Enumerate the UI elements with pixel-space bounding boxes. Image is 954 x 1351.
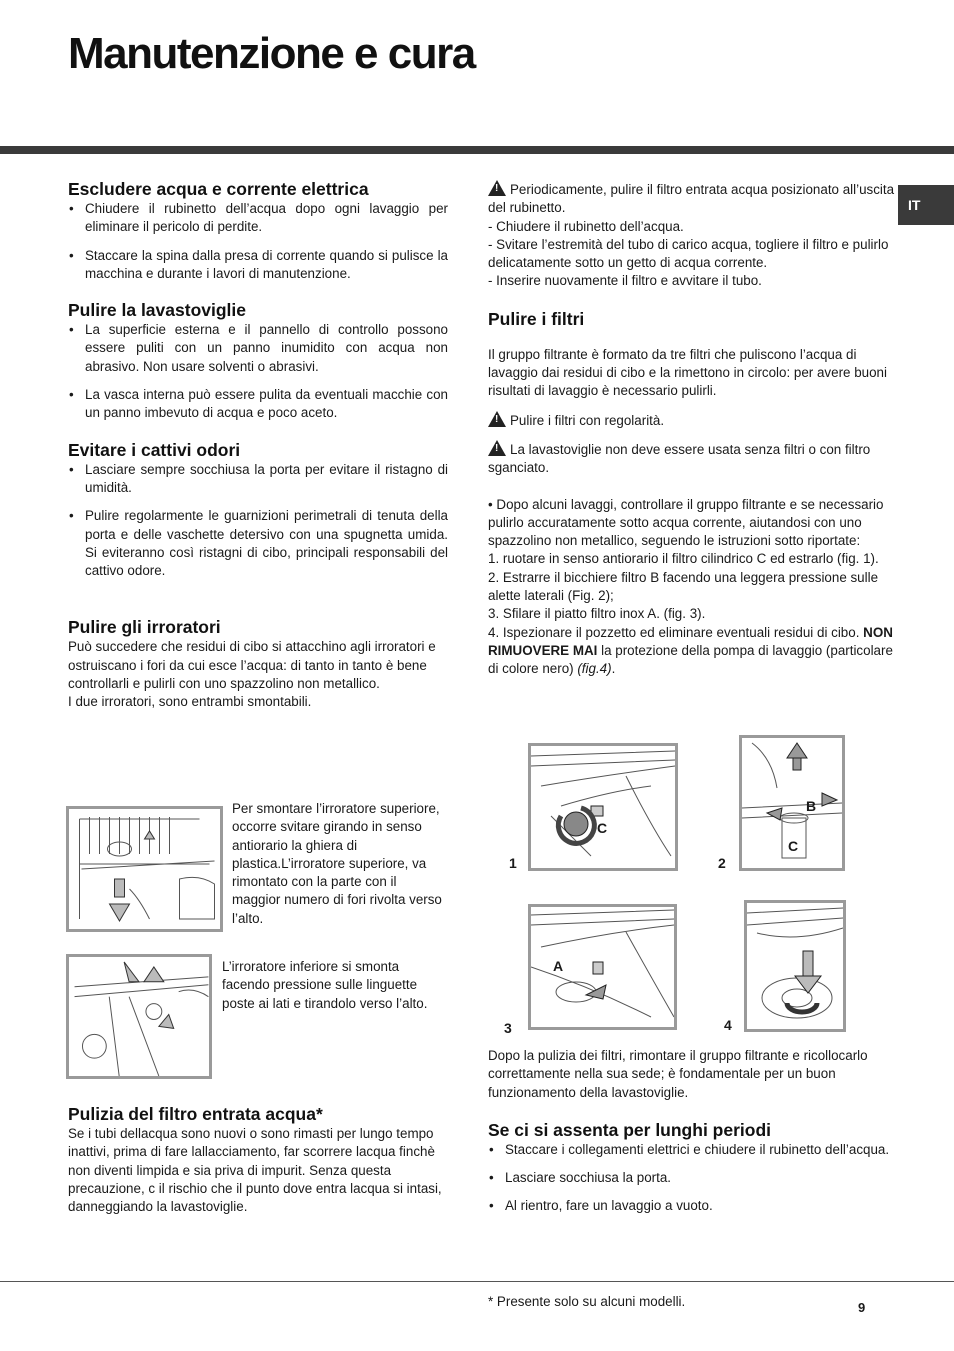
- filter-figure-1: [528, 743, 678, 871]
- list-item: • Staccare la spina dalla presa di corrente quando si pulisce la macchina e durante i lavori di manutenzione.: [68, 247, 448, 284]
- filtri-step: 3. Sfilare il piatto filtro inox A. (fig. 3).: [488, 606, 706, 622]
- heading-assenza: Se ci si assenta per lunghi periodi: [488, 1119, 771, 1140]
- list-escludere: [68, 200, 448, 283]
- page-title: Manutenzione e cura: [68, 29, 475, 78]
- figure-label-b: B: [806, 798, 817, 814]
- list-item: • La superficie esterna e il pannello di controllo possono essere puliti con un panno inumidito con acqua non abrasivo. Non usare solventi o abrasivi.: [68, 321, 448, 376]
- heading-filtro-entrata: Pulizia del filtro entrata acqua*: [68, 1104, 323, 1124]
- warning-text: La lavastoviglie non deve essere usata senza filtri o con filtro sganciato.: [488, 441, 871, 476]
- list-item: • Chiudere il rubinetto dell’acqua dopo ogni lavaggio per eliminare il pericolo di perdite.: [68, 200, 448, 237]
- step4-end: .: [611, 661, 616, 677]
- figure-number-4: 4: [724, 1017, 732, 1033]
- lower-sprayer-illustration: [66, 954, 212, 1079]
- figure-label-a: A: [553, 958, 564, 974]
- warning-icon: [488, 440, 506, 456]
- filtri-step-4: [488, 624, 898, 679]
- language-tab: IT: [898, 185, 954, 225]
- intro-line: - Chiudere il rubinetto dell’acqua.: [488, 218, 684, 234]
- step4-figref: (fig.4): [577, 661, 612, 677]
- filtri-text: Il gruppo filtrante è formato da tre filtri che puliscono l’acqua di lavaggio dai residui di cibo e la rimettono in circolo: per avere buoni risultati di lavaggio è necessario pulirli.: [488, 346, 887, 399]
- filtro-entrata-section: [68, 1103, 448, 1216]
- figure-number-3: 3: [504, 1020, 512, 1036]
- heading-pulire-filtri: Pulire i filtri: [488, 308, 585, 329]
- filter-figure-3: [528, 904, 677, 1030]
- filter-drawing-1: [531, 746, 675, 868]
- filtri-warning-1: [488, 411, 898, 430]
- list-item: • Al rientro, fare un lavaggio a vuoto.: [488, 1197, 898, 1215]
- heading-odori: Evitare i cattivi odori: [68, 439, 241, 460]
- upper-sprayer-text: Per smontare l’irroratore superiore, occorre svitare girando in senso antiorario la ghiera di plastica.L’irroratore superiore, va rimontato con la parte con il maggior numero di fori rivolta verso l’alto.: [232, 801, 442, 926]
- page-number: 9: [858, 1300, 866, 1315]
- right-column: [488, 180, 898, 679]
- list-pulire-lavastoviglie: [68, 321, 448, 422]
- after-filters-section: [488, 1047, 898, 1216]
- left-column: [68, 178, 448, 712]
- intro-line: - Inserire nuovamente il filtro e avvitare il tubo.: [488, 273, 762, 289]
- footer-rule: [0, 1281, 954, 1282]
- step4-warning: NON RIMUOVERE MAI: [488, 624, 893, 658]
- step4-text: 4. Ispezionare il pozzetto ed eliminare eventuali residui di cibo.: [488, 624, 860, 640]
- filtri-warning-2: [488, 440, 898, 478]
- upper-sprayer-drawing: [69, 809, 220, 929]
- figure-number-1: 1: [509, 855, 517, 871]
- list-item: • Staccare i collegamenti elettrici e chiudere il rubinetto dell’acqua.: [488, 1141, 898, 1159]
- heading-pulire-lavastoviglie: Pulire la lavastoviglie: [68, 300, 246, 321]
- heading-irroratori: Pulire gli irroratori: [68, 617, 221, 638]
- list-assenza: [488, 1141, 898, 1216]
- figure-number-2: 2: [718, 855, 726, 871]
- warning-icon: [488, 411, 506, 427]
- step4-text: la protezione della pompa di lavaggio (particolare di colore nero): [488, 642, 893, 677]
- intro-line: - Svitare l’estremità del tubo di carico acqua, togliere il filtro e pulirlo delicatamente sotto un getto di acqua corrente.: [488, 236, 889, 271]
- lower-sprayer-text: L’irroratore inferiore si smonta facendo pressione sulle linguette poste ai lati e tirandolo verso l’alto.: [222, 959, 428, 1011]
- footnote: * Presente solo su alcuni modelli.: [488, 1294, 686, 1309]
- filter-figure-4: [744, 900, 846, 1032]
- list-item: • Pulire regolarmente le guarnizioni perimetrali di tenuta della porta e delle vaschette detersivo con una spugnetta umida. Si eviteranno così ristagni di cibo, principali responsabili del cattivo odore.: [68, 507, 448, 580]
- irroratori-text: Può succedere che residui di cibo si attacchino agli irroratori e ostruiscano i fori da cui esce l’acqua: di tanto in tanto è bene controllarli e pulirli con uno spazzolino non metallico.: [68, 639, 436, 692]
- heading-escludere: Escludere acqua e corrente elettrica: [68, 179, 369, 199]
- irroratori-text2: I due irroratori, sono entrambi smontabili.: [68, 694, 312, 710]
- filtri-step: 2. Estrarre il bicchiere filtro B facendo una leggera pressione sulle alette laterali (Fig. 2);: [488, 569, 879, 604]
- warning-text: Pulire i filtri con regolarità.: [510, 412, 665, 428]
- filtri-step: • Dopo alcuni lavaggi, controllare il gruppo filtrante e se necessario pulirlo accuratamente sotto acqua corrente, aiutandosi con uno spazzolino non metallico, seguendo le istruzioni sotto riportate:: [488, 496, 884, 549]
- list-item: • Lasciare socchiusa la porta.: [488, 1169, 898, 1187]
- list-item: • Lasciare sempre socchiusa la porta per evitare il ristagno di umidità.: [68, 461, 448, 498]
- filtri-step: 1. ruotare in senso antiorario il filtro cilindrico C ed estrarlo (fig. 1).: [488, 551, 879, 567]
- lower-sprayer-drawing: [69, 957, 209, 1076]
- figure-label-c2: C: [788, 838, 799, 854]
- after-filters-text: Dopo la pulizia dei filtri, rimontare il gruppo filtrante e ricollocarlo correttamente nella sua sede; è fondamentale per un buon funzionamento della lavastoviglie.: [488, 1048, 868, 1100]
- upper-sprayer-illustration: [66, 806, 223, 932]
- intro-first-text: Periodicamente, pulire il filtro entrata acqua posizionato all’uscita del rubinetto.: [488, 182, 895, 216]
- intro-first: [488, 180, 898, 218]
- warning-icon: [488, 180, 506, 196]
- filtro-entrata-text: Se i tubi dellacqua sono nuovi o sono rimasti per lungo tempo inattivi, prima di fare lallacciamento, far scorrere lacqua finchè non diventi limpida e sia priva di impurit. Senza questa precauzione, c il rischio che il punto dove entra lacqua si intasi, danneggiando la lavastoviglie.: [68, 1126, 442, 1215]
- list-odori: [68, 461, 448, 581]
- list-item: • La vasca interna può essere pulita da eventuali macchie con un panno imbevuto di acqua e poco aceto.: [68, 386, 448, 423]
- figure-label-c: C: [597, 820, 608, 836]
- header-rule: [0, 146, 954, 154]
- filter-drawing-4: [747, 903, 843, 1029]
